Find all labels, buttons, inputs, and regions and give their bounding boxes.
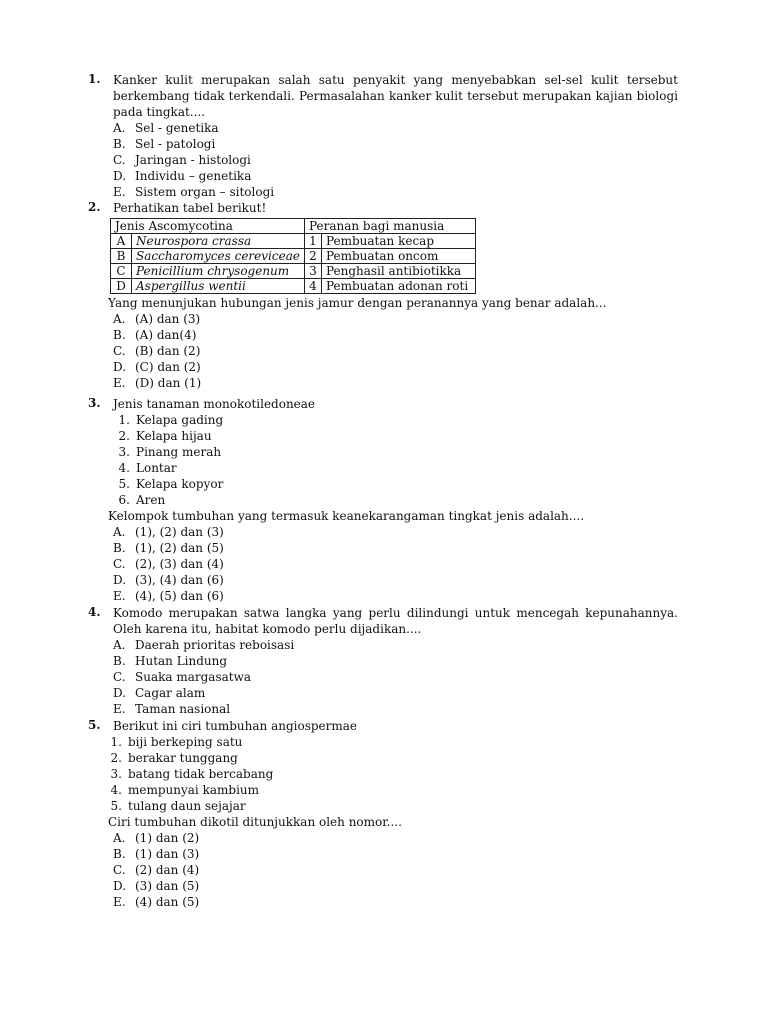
table-row [111, 279, 476, 294]
answer-option-c: C. (2) dan (4) [113, 863, 200, 877]
table-cell: Penghasil antibiotikka [321, 264, 475, 279]
list-item: 5. tulang daun sejajar [110, 799, 246, 813]
answer-option-b: B. Hutan Lindung [113, 654, 228, 668]
question-text-line: Komodo merupakan satwa langka yang perlu dilindungi untuk mencegah kepunahannya. [113, 606, 678, 620]
question-2 [88, 200, 678, 391]
table-cell: Aspergillus wentii [132, 279, 305, 294]
answer-option-c: C. (2), (3) dan (4) [113, 557, 224, 571]
table-cell: Penicillium chrysogenum [132, 264, 305, 279]
table-cell: 3 [304, 264, 321, 279]
question-number: 1. [88, 72, 101, 86]
answer-option-b: B. Sel - patologi [113, 137, 216, 151]
list-item: 6. Aren [118, 493, 166, 507]
answer-option-b: B. (1), (2) dan (5) [113, 541, 224, 555]
question-stem: Yang menunjukan hubungan jenis jamur dengan peranannya yang benar adalah... [108, 296, 607, 310]
answer-option-a: A. Daerah prioritas reboisasi [113, 638, 295, 652]
question-stem: Ciri tumbuhan dikotil ditunjukkan oleh nomor.... [108, 815, 402, 829]
question-number: 4. [88, 605, 101, 619]
table-cell: 4 [304, 279, 321, 294]
answer-option-d: D. (3) dan (5) [113, 879, 200, 893]
table-row [111, 234, 476, 249]
table-cell: Pembuatan kecap [321, 234, 475, 249]
table-cell: Saccharomyces cereviceae [132, 249, 305, 264]
table-row [111, 264, 476, 279]
answer-option-d: D. Cagar alam [113, 686, 206, 700]
table-header-row [111, 219, 476, 234]
answer-option-c: C. Jaringan - histologi [113, 153, 251, 167]
question-text-line: Oleh karena itu, habitat komodo perlu dijadikan.... [113, 622, 422, 636]
list-item: 4. Lontar [118, 461, 177, 475]
table-header-cell: Peranan bagi manusia [304, 219, 475, 234]
answer-option-d: D. (C) dan (2) [113, 360, 201, 374]
answer-option-a: A. (1), (2) dan (3) [113, 525, 224, 539]
table-row [111, 249, 476, 264]
table-cell: 2 [304, 249, 321, 264]
table-cell: C [111, 264, 132, 279]
ascomycotina-table [110, 218, 476, 294]
list-item: 1. Kelapa gading [118, 413, 224, 427]
question-text-line: pada tingkat.... [113, 105, 206, 119]
question-text-line: Kanker kulit merupakan salah satu penyakit yang menyebabkan sel-sel kulit tersebut [113, 73, 678, 87]
answer-option-e: E. Taman nasional [113, 702, 231, 716]
list-item: 5. Kelapa kopyor [118, 477, 224, 491]
table-cell: A [111, 234, 132, 249]
answer-option-e: E. (4), (5) dan (6) [113, 589, 224, 603]
table-cell: Pembuatan adonan roti [321, 279, 475, 294]
answer-option-e: E. (4) dan (5) [113, 895, 200, 909]
table-cell: D [111, 279, 132, 294]
question-text-line: Jenis tanaman monokotiledoneae [113, 397, 316, 411]
answer-option-e: E. Sistem organ – sitologi [113, 185, 275, 199]
list-item: 2. berakar tunggang [110, 751, 238, 765]
question-1 [88, 72, 678, 200]
question-text-line: Perhatikan tabel berikut! [113, 201, 267, 215]
answer-option-a: A. Sel - genetika [113, 121, 219, 135]
answer-option-e: E. (D) dan (1) [113, 376, 202, 390]
question-3 [88, 396, 678, 604]
table-cell: B [111, 249, 132, 264]
question-number: 3. [88, 396, 101, 410]
question-5 [88, 718, 678, 910]
answer-option-a: A. (A) dan (3) [113, 312, 201, 326]
question-stem: Kelompok tumbuhan yang termasuk keanekarangaman tingkat jenis adalah.... [108, 509, 585, 523]
list-item: 2. Kelapa hijau [118, 429, 212, 443]
question-text-line: Berikut ini ciri tumbuhan angiospermae [113, 719, 358, 733]
table-header-cell: Jenis Ascomycotina [111, 219, 305, 234]
list-item: 4. mempunyai kambium [110, 783, 260, 797]
answer-option-d: D. Individu – genetika [113, 169, 252, 183]
answer-option-d: D. (3), (4) dan (6) [113, 573, 224, 587]
table-cell: 1 [304, 234, 321, 249]
table-cell: Neurospora crassa [132, 234, 305, 249]
question-number: 2. [88, 200, 101, 214]
list-item: 1. biji berkeping satu [110, 735, 243, 749]
question-4 [88, 605, 678, 717]
answer-option-c: C. (B) dan (2) [113, 344, 201, 358]
question-number: 5. [88, 718, 101, 732]
answer-option-c: C. Suaka margasatwa [113, 670, 252, 684]
table-cell: Pembuatan oncom [321, 249, 475, 264]
list-item: 3. Pinang merah [118, 445, 222, 459]
answer-option-a: A. (1) dan (2) [113, 831, 200, 845]
question-text-line: berkembang tidak terkendali. Permasalahan kanker kulit tersebut merupakan kajian biologi [113, 89, 678, 103]
list-item: 3. batang tidak bercabang [110, 767, 274, 781]
answer-option-b: B. (1) dan (3) [113, 847, 200, 861]
answer-option-b: B. (A) dan(4) [113, 328, 197, 342]
